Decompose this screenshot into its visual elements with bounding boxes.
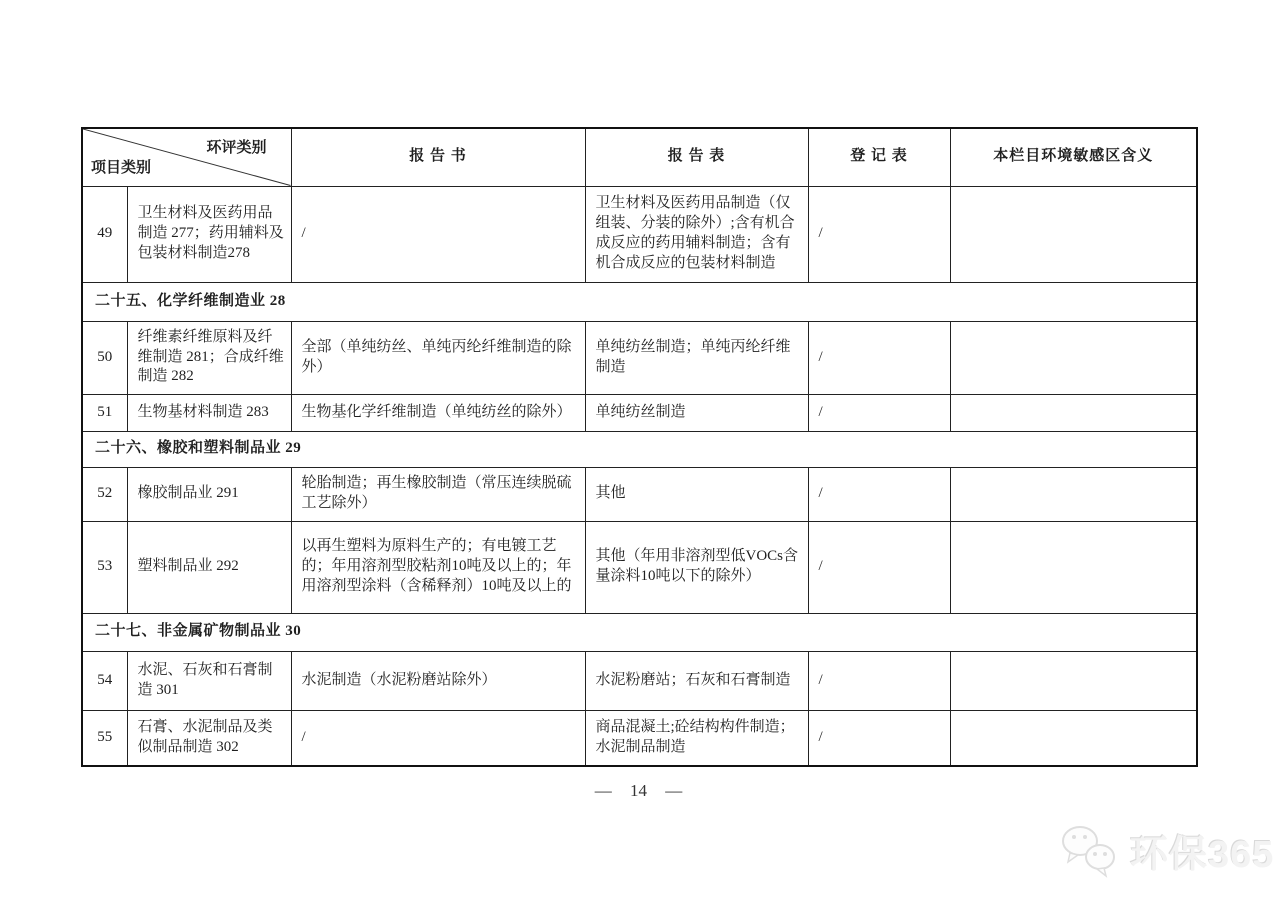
table-row xyxy=(82,321,1197,394)
section-row xyxy=(82,613,1197,651)
register-form-cell: / xyxy=(808,394,950,431)
section-header-label: 二十七、非金属矿物制品业 30 xyxy=(82,613,1197,651)
report-form-cell: 其他（年用非溶剂型低VOCs含量涂料10吨以下的除外） xyxy=(585,521,808,613)
page-number: — 14 — xyxy=(594,781,683,800)
section-header-label: 二十六、橡胶和塑料制品业 29 xyxy=(82,431,1197,467)
category-cell: 水泥、石灰和石膏制造 301 xyxy=(127,651,291,710)
wechat-icon xyxy=(1058,822,1120,878)
header-report-book: 报 告 书 xyxy=(291,128,585,186)
category-cell: 生物基材料制造 283 xyxy=(127,394,291,431)
header-register-form: 登 记 表 xyxy=(808,128,950,186)
category-cell: 纤维素纤维原料及纤维制造 281；合成纤维制造 282 xyxy=(127,321,291,394)
report-form-cell: 其他 xyxy=(585,467,808,521)
row-number: 53 xyxy=(82,521,127,613)
sensitive-cell xyxy=(950,186,1197,282)
report-form-cell: 商品混凝土;砼结构构件制造；水泥制品制造 xyxy=(585,710,808,766)
row-number: 51 xyxy=(82,394,127,431)
row-number: 49 xyxy=(82,186,127,282)
register-form-cell: / xyxy=(808,321,950,394)
row-number: 54 xyxy=(82,651,127,710)
header-diagonal-cell xyxy=(82,128,291,186)
sensitive-cell xyxy=(950,394,1197,431)
report-book-cell: 生物基化学纤维制造（单纯纺丝的除外） xyxy=(291,394,585,431)
table-row xyxy=(82,710,1197,766)
header-report-form: 报 告 表 xyxy=(585,128,808,186)
header-project-category-label: 项目类别 xyxy=(91,159,152,176)
report-book-cell: / xyxy=(291,710,585,766)
section-row xyxy=(82,431,1197,467)
sensitive-cell xyxy=(950,710,1197,766)
section-header-label: 二十五、化学纤维制造业 28 xyxy=(82,282,1197,321)
category-cell: 石膏、水泥制品及类似制品制造 302 xyxy=(127,710,291,766)
register-form-cell: / xyxy=(808,710,950,766)
report-book-cell: 轮胎制造；再生橡胶制造（常压连续脱硫工艺除外） xyxy=(291,467,585,521)
eia-category-table xyxy=(81,127,1198,767)
header-sensitive-area: 本栏目环境敏感区含义 xyxy=(950,128,1197,186)
report-form-cell: 水泥粉磨站；石灰和石膏制造 xyxy=(585,651,808,710)
table-row xyxy=(82,651,1197,710)
section-row xyxy=(82,282,1197,321)
table-header-row xyxy=(82,128,1197,186)
report-form-cell: 卫生材料及医药用品制造（仅组装、分装的除外）;含有机合成反应的药用辅料制造；含有机合成反应的包装材料制造 xyxy=(585,186,808,282)
sensitive-cell xyxy=(950,467,1197,521)
register-form-cell: / xyxy=(808,521,950,613)
report-book-cell: 水泥制造（水泥粉磨站除外） xyxy=(291,651,585,710)
table-body xyxy=(82,186,1197,766)
report-book-cell: 以再生塑料为原料生产的；有电镀工艺的；年用溶剂型胶粘剂10吨及以上的；年用溶剂型涂料（含稀释剂）10吨及以上的 xyxy=(291,521,585,613)
row-number: 50 xyxy=(82,321,127,394)
category-cell: 橡胶制品业 291 xyxy=(127,467,291,521)
register-form-cell: / xyxy=(808,186,950,282)
sensitive-cell xyxy=(950,321,1197,394)
table-row xyxy=(82,521,1197,613)
sensitive-cell xyxy=(950,651,1197,710)
header-eia-category-label: 环评类别 xyxy=(206,140,267,156)
category-cell: 卫生材料及医药用品制造 277；药用辅料及包装材料制造278 xyxy=(127,186,291,282)
report-book-cell: 全部（单纯纺丝、单纯丙纶纤维制造的除外） xyxy=(291,321,585,394)
row-number: 55 xyxy=(82,710,127,766)
table-row xyxy=(82,186,1197,282)
sensitive-cell xyxy=(950,521,1197,613)
row-number: 52 xyxy=(82,467,127,521)
report-form-cell: 单纯纺丝制造 xyxy=(585,394,808,431)
table-row xyxy=(82,467,1197,521)
report-form-cell: 单纯纺丝制造；单纯丙纶纤维制造 xyxy=(585,321,808,394)
watermark-text: 环保365 xyxy=(1130,833,1275,876)
category-cell: 塑料制品业 292 xyxy=(127,521,291,613)
report-book-cell: / xyxy=(291,186,585,282)
register-form-cell: / xyxy=(808,651,950,710)
watermark xyxy=(1058,822,1274,878)
table-row xyxy=(82,394,1197,431)
register-form-cell: / xyxy=(808,467,950,521)
